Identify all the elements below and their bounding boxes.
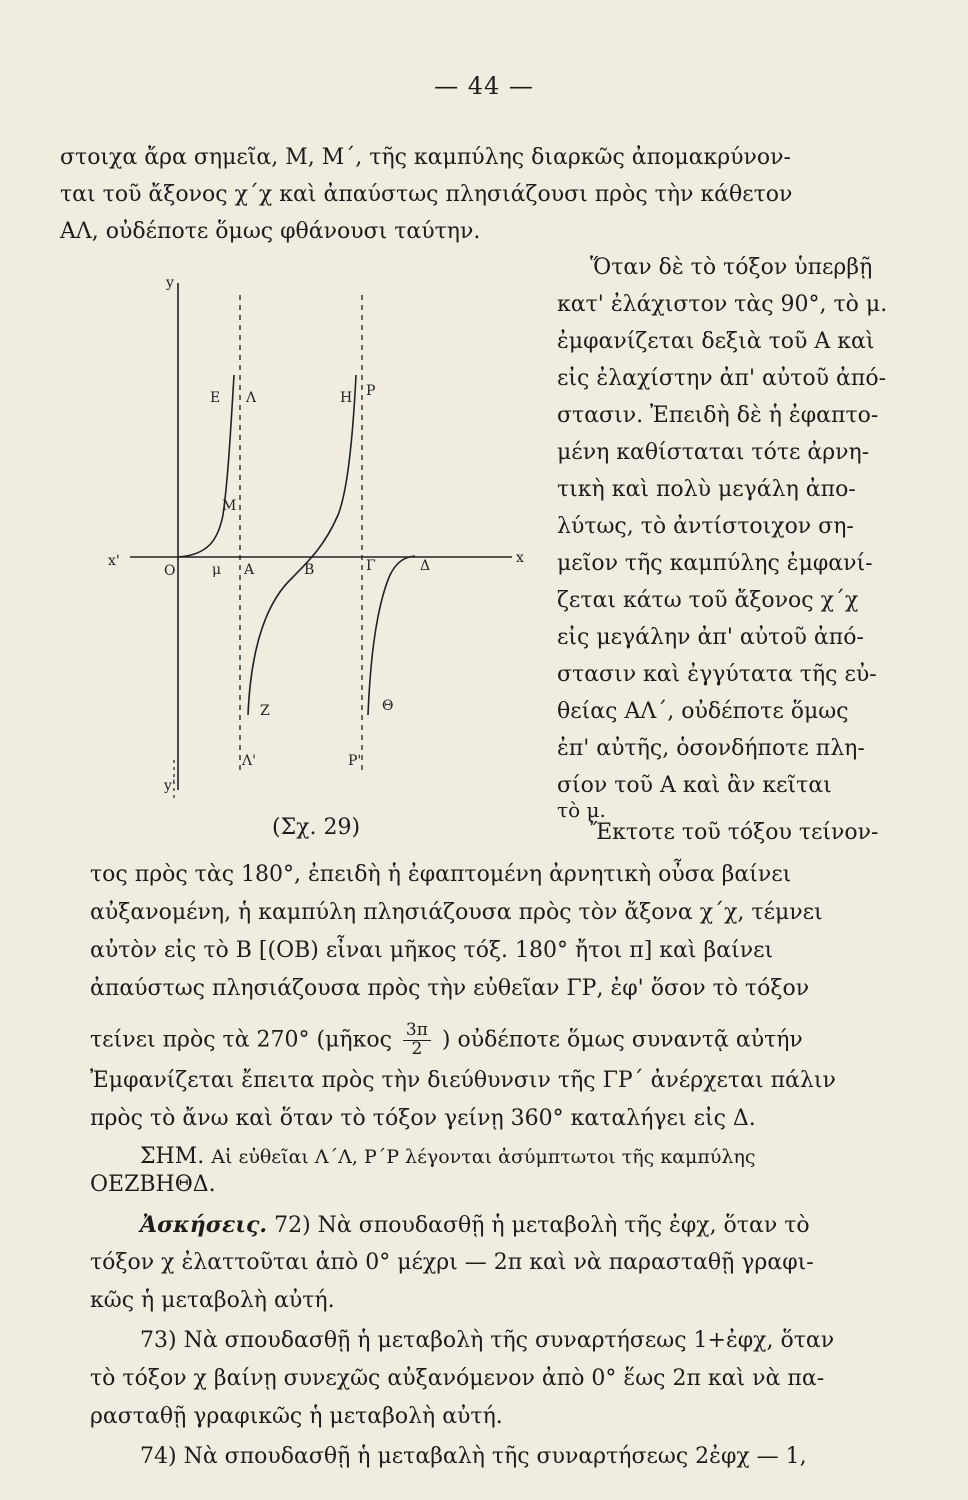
note-line — [140, 1144, 755, 1170]
text-line: θείας ΑΛ΄, οὐδέποτε ὅμως — [557, 699, 849, 724]
text-line: ται τοῦ ἄξονος χ΄χ καὶ ἀπαύστως πλησιάζουσι πρὸς τὴν κάθετον — [60, 182, 793, 207]
text-line: τὸ τόξον χ βαίνῃ συνεχῶς αὐξανόμενον ἀπὸ 0° ἕως 2π καὶ νὰ πα- — [90, 1366, 825, 1391]
label-B: B — [304, 562, 315, 578]
label-A: A — [244, 562, 255, 578]
text-line: εἰς ἐλαχίστην ἀπ' αὐτοῦ ἀπό- — [557, 366, 887, 391]
text-line: τικὴ καὶ πολὺ μεγάλη ἀπο- — [557, 477, 856, 502]
figure-caption: (Σχ. 29) — [272, 815, 361, 840]
text-line: ἀπαύστως πλησιάζουσα πρὸς τὴν εὐθεῖαν ΓΡ, ἐφ' ὅσον τὸ τόξον — [90, 976, 810, 1001]
exercise-text: 72) Νὰ σπουδασθῇ ἡ μεταβολὴ τῆς ἐφχ, ὅταν τὸ — [274, 1213, 810, 1238]
text-line: στοιχα ἄρα σημεῖα, Μ, Μ΄, τῆς καμπύλης διαρκῶς ἀπομακρύνον- — [60, 145, 791, 170]
text-line: λύτως, τὸ ἀντίστοιχον ση- — [557, 514, 854, 539]
text-line: στασιν. Ἐπειδὴ δὲ ἡ ἐφαπτο- — [557, 403, 879, 428]
label-Lambda-prime: Λ' — [242, 753, 256, 769]
fraction-numerator: 3π — [403, 1022, 431, 1041]
text-line — [90, 1022, 803, 1059]
text-line: ζεται κάτω τοῦ ἄξονος χ΄χ — [557, 588, 859, 613]
label-Theta: Θ — [382, 698, 394, 714]
curve-branch-1 — [178, 375, 237, 557]
label-M: M — [222, 498, 237, 514]
text-line: ρασταθῇ γραφικῶς ἡ μεταβολὴ αὐτή. — [90, 1404, 503, 1429]
fraction — [403, 1022, 431, 1059]
label-Z: Z — [260, 703, 270, 719]
text-line: αὐξανομένη, ἡ καμπύλη πλησιάζουσα πρὸς τὸν ἄξονα χ΄χ, τέμνει — [90, 900, 823, 925]
label-mu: μ — [212, 562, 222, 578]
text-line: μένη καθίσταται τότε ἀρνη- — [557, 440, 870, 465]
text-line: κῶς ἡ μεταβολὴ αὐτή. — [90, 1288, 335, 1313]
text-line: εἰς μεγάλην ἀπ' αὐτοῦ ἀπό- — [557, 625, 864, 650]
label-O: O — [164, 563, 176, 579]
label-x-prime: x' — [108, 553, 120, 569]
text-line: ἐμφανίζεται δεξιὰ τοῦ Α καὶ — [557, 329, 875, 354]
text-line: ΑΛ, οὐδέποτε ὅμως φθάνουσι ταύτην. — [60, 219, 481, 244]
exercises-heading: Ἀσκήσεις. — [140, 1212, 268, 1238]
text-line: αὐτὸν εἰς τὸ Β [(ΟΒ) εἶναι μῆκος τόξ. 180° ἤτοι π] καὶ βαίνει — [90, 938, 774, 963]
text-line: τος πρὸς τὰς 180°, ἐπειδὴ ἡ ἐφαπτομένη ἀρνητικὴ οὖσα βαίνει — [90, 862, 792, 887]
page-number: — 44 — — [434, 72, 534, 100]
label-H: H — [340, 390, 353, 406]
text-line: ΟΕΖΒΗΘΔ. — [90, 1172, 216, 1197]
text-line: σίον τοῦ Α καὶ ἂν κεῖται — [557, 773, 832, 798]
text-line: ἐπ' αὐτῆς, ὁσονδήποτε πλη- — [557, 736, 865, 761]
label-y-prime: y' — [164, 778, 176, 794]
label-P-prime: P' — [348, 753, 362, 769]
tangent-curve-figure — [100, 265, 540, 825]
label-Delta: Δ — [420, 558, 431, 574]
label-y: y — [166, 275, 174, 291]
text-line: τὸ μ. — [557, 798, 606, 822]
note-label: ΣΗΜ. — [140, 1144, 205, 1169]
text-line: Ἐμφανίζεται ἔπειτα πρὸς τὴν διεύθυνσιν τῆς ΓΡ΄ ἀνέρχεται πάλιν — [90, 1068, 836, 1093]
text-line: 74) Νὰ σπουδασθῇ ἡ μεταβαλὴ τῆς συναρτήσεως 2ἐφχ — 1, — [140, 1444, 807, 1469]
curve-branch-2 — [248, 375, 356, 715]
text-line: 73) Νὰ σπουδασθῇ ἡ μεταβολὴ τῆς συναρτήσεως 1+ἐφχ, ὅταν — [140, 1328, 835, 1353]
text-line: στασιν καὶ ἐγγύτατα τῆς εὐ- — [557, 662, 877, 687]
fraction-denominator: 2 — [411, 1038, 423, 1059]
label-P: P — [366, 383, 376, 399]
label-E: E — [210, 390, 221, 406]
text-segment: τείνει πρὸς τὰ 270° (μῆκος — [90, 1027, 392, 1053]
exercise-line — [140, 1212, 810, 1239]
text-line: μεῖον τῆς καμπύλης ἐμφανί- — [557, 551, 873, 576]
label-Lambda: Λ — [246, 390, 257, 406]
text-line: Ἔκτοτε τοῦ τόξου τείνον- — [590, 820, 879, 845]
label-Gamma: Γ — [366, 558, 376, 574]
curve-branch-3 — [368, 556, 415, 715]
text-line: πρὸς τὸ ἄνω καὶ ὅταν τὸ τόξον γείνῃ 360° καταλήγει εἰς Δ. — [90, 1106, 756, 1131]
text-line: κατ' ἐλάχιστον τὰς 90°, τὸ μ. — [557, 292, 888, 317]
text-line: τόξον χ ἐλαττοῦται ἀπὸ 0° μέχρι — 2π καὶ νὰ παρασταθῇ γραφι- — [90, 1250, 814, 1275]
note-text: Αἱ εὐθεῖαι Λ΄Λ, Ρ΄Ρ λέγονται ἀσύμπτωτοι τῆς καμπύλης — [211, 1146, 756, 1168]
text-segment: ) οὐδέποτε ὅμως συναντᾷ αὐτήν — [441, 1027, 803, 1053]
text-line: Ὅταν δὲ τὸ τόξον ὑπερβῇ — [590, 255, 873, 280]
label-x: x — [516, 550, 524, 566]
